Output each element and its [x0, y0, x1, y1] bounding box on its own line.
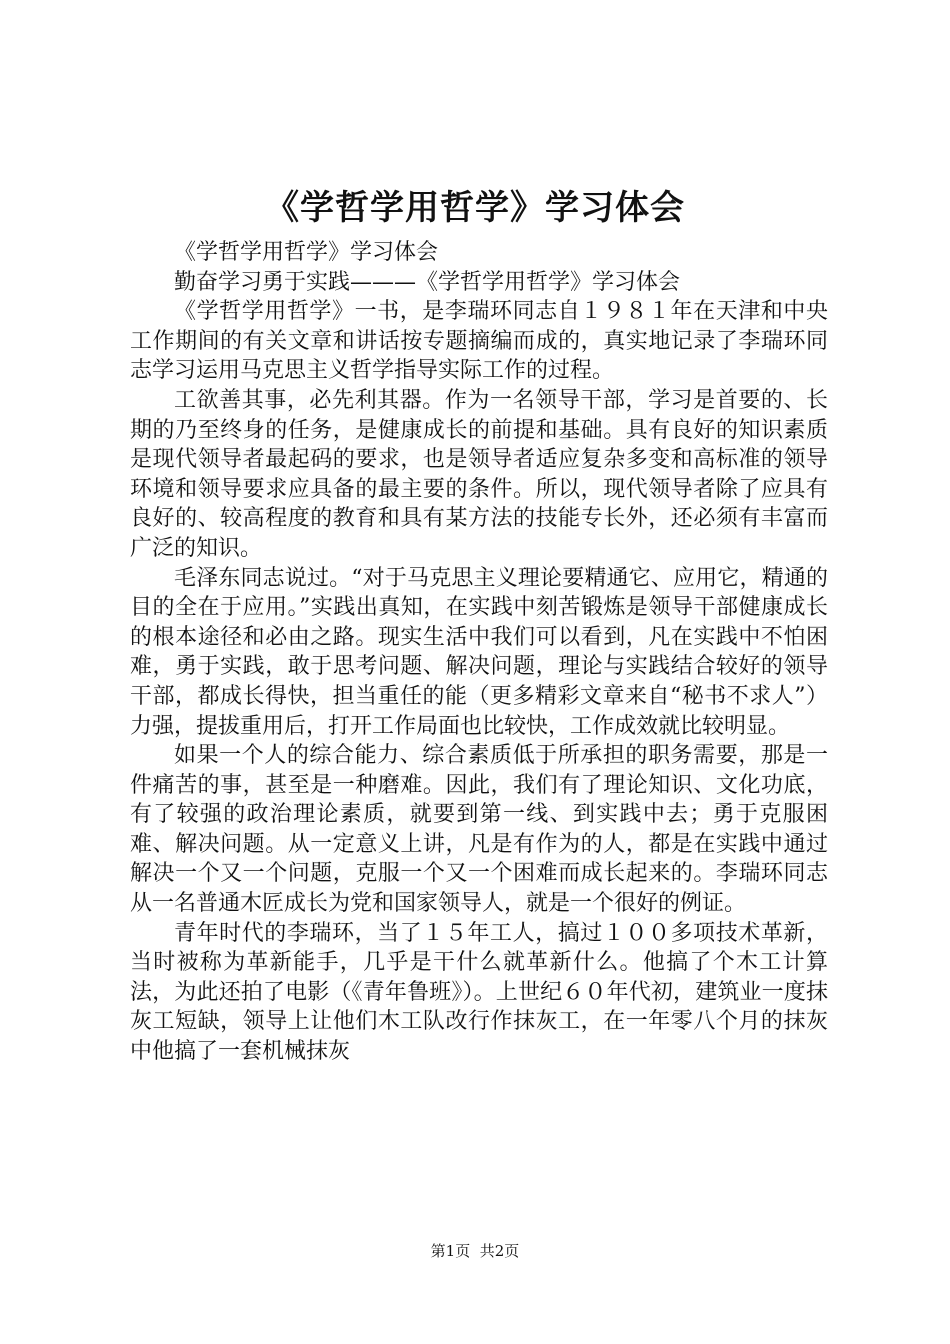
page-number: 第1页 — [430, 1242, 471, 1260]
body-paragraph: 如果一个人的综合能力、综合素质低于所承担的职务需要，那是一件痛苦的事，甚至是一种磨难。因此，我们有了理论知识、文化功底，有了较强的政治理论素质，就要到第一线、到实践中去；勇于克服困难、解决问题。从一定意义上讲，凡是有作为的人，都是在实践中通过解决一个又一个问题，克服一个又一个困难而成长起来的。李瑞环同志从一名普通木匠成长为党和国家领导人，就是一个很好的例证。 — [130, 743, 828, 917]
body-paragraph: 《学哲学用哲学》一书，是李瑞环同志自１９８１年在天津和中央工作期间的有关文章和讲话按专题摘编而成的，真实地记录了李瑞环同志学习运用马克思主义哲学指导实际工作的过程。 — [130, 299, 828, 384]
document-body — [130, 238, 828, 1067]
page-footer — [0, 1241, 950, 1261]
document-title: 《学哲学用哲学》学习体会 — [265, 188, 685, 228]
body-paragraph: 青年时代的李瑞环，当了１５年工人，搞过１００多项技术革新，当时被称为革新能手，几乎是干什么就革新什么。他搞了个木工计算法，为此还拍了电影（《青年鲁班》）。上世纪６０年代初，建筑业一度抹灰工短缺，领导上让他们木工队改行作抹灰工，在一年零八个月的抹灰中他搞了一套机械抹灰 — [130, 920, 828, 1065]
body-paragraph: 毛泽东同志说过。“对于马克思主义理论要精通它、应用它，精通的目的全在于应用。”实践出真知，在实践中刻苦锻炼是领导干部健康成长的根本途径和必由之路。现实生活中我们可以看到，凡在实践中不怕困难，勇于实践，敢于思考问题、解决问题，理论与实践结合较好的领导干部，都成长得快，担当重任的能（更多精彩文章来自“秘书不求人”）力强，提拔重用后，打开工作局面也比较快，工作成效就比较明显。 — [130, 565, 828, 739]
body-paragraph: 勤奋学习勇于实践———《学哲学用哲学》学习体会 — [174, 269, 681, 295]
body-paragraph: 工欲善其事，必先利其器。作为一名领导干部，学习是首要的、长期的乃至终身的任务，是健康成长的前提和基础。具有良好的知识素质是现代领导者最起码的要求，也是领导者适应复杂多变和高标准的领导环境和领导要求应具备的最主要的条件。所以，现代领导者除了应具有良好的、较高程度的教育和具有某方法的技能专长外，还必须有丰富而广泛的知识。 — [130, 387, 828, 561]
page-total: 共2页 — [479, 1242, 520, 1260]
body-paragraph: 《学哲学用哲学》学习体会 — [174, 240, 439, 265]
footer-spacer — [470, 1242, 480, 1260]
